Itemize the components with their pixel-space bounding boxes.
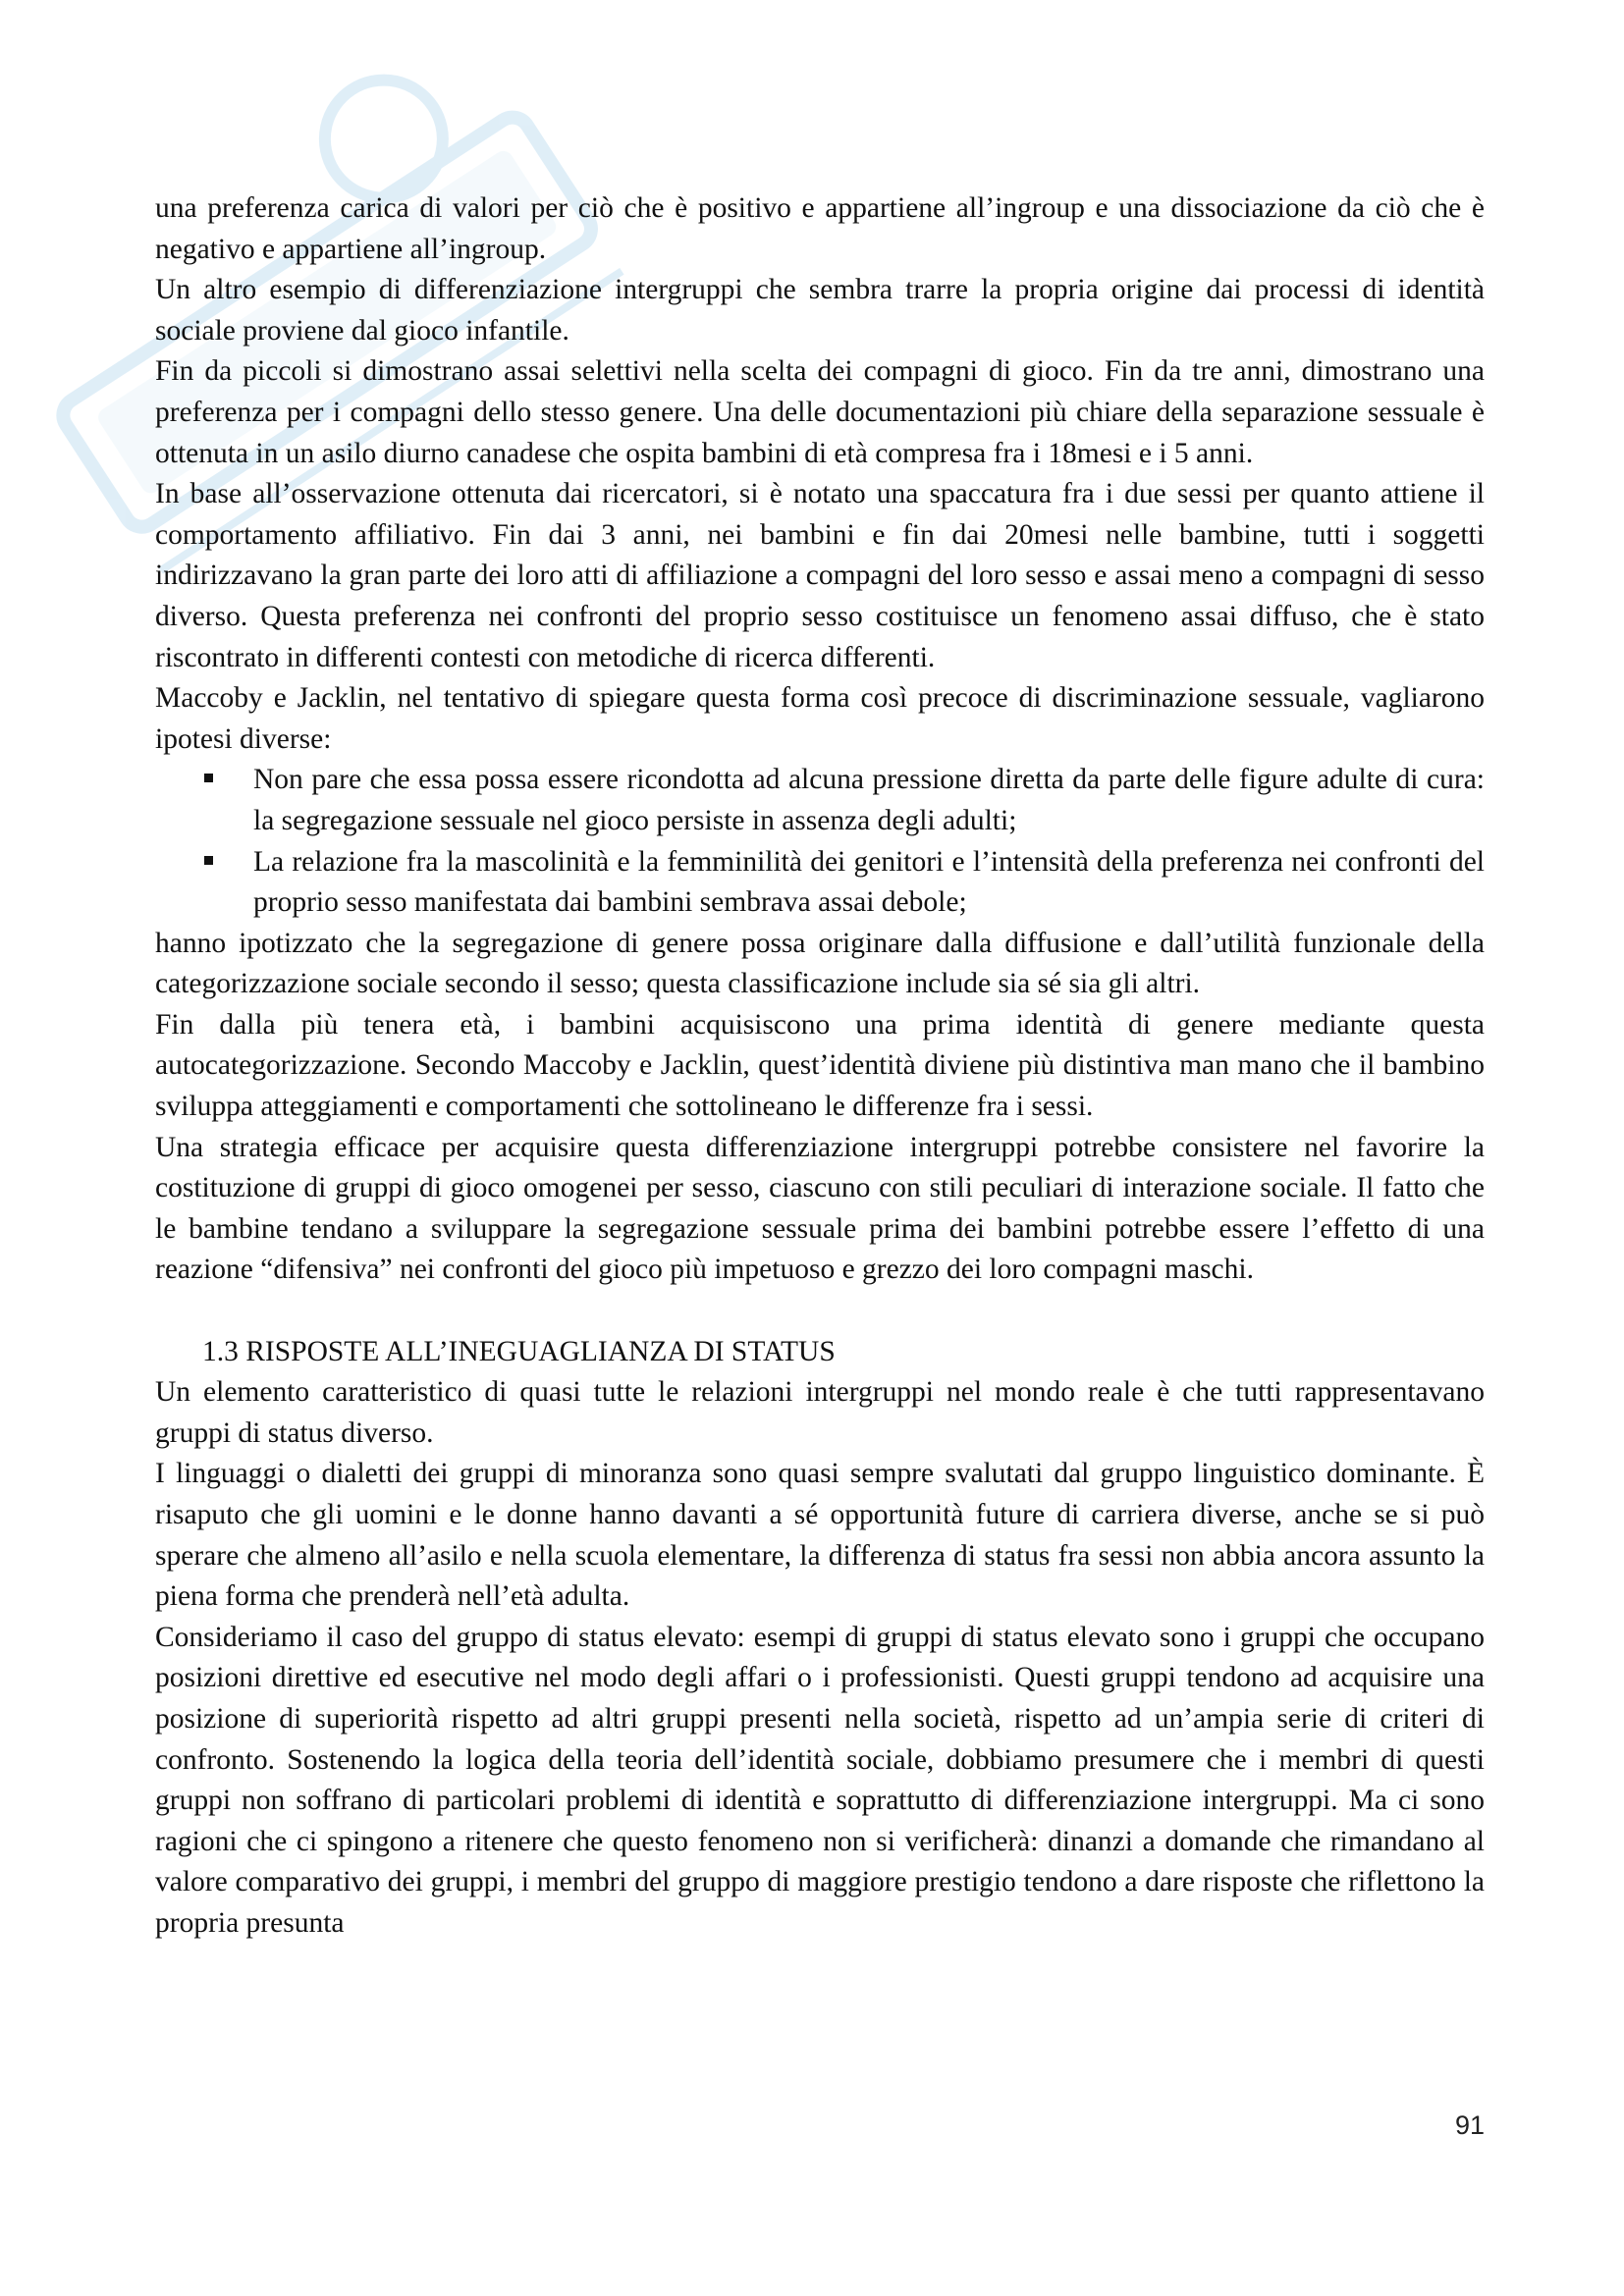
- list-item-text: Non pare che essa possa essere ricondotta ad alcuna pressione diretta da parte delle figure adulte di cura: la segregazione sessuale nel gioco persiste in assenza degli adulti;: [253, 764, 1485, 836]
- paragraph: Una strategia efficace per acquisire questa differenziazione intergruppi potrebbe consistere nel favorire la costituzione di gruppi di gioco omogenei per sesso, ciascuno con stili peculiari di interazione sociale. Il fatto che le bambine tendano a sviluppare la segregazione sessuale prima dei bambini potrebbe essere l’effetto di una reazione “difensiva” nei confronti del gioco più impetuoso e grezzo dei loro compagni maschi.: [155, 1131, 1485, 1286]
- list-item-text: La relazione fra la mascolinità e la femminilità dei genitori e l’intensità della preferenza nei confronti del proprio sesso manifestata dai bambini sembrava assai debole;: [253, 845, 1485, 919]
- hypotheses-list: [155, 760, 1485, 923]
- square-bullet-icon: [204, 774, 213, 782]
- list-item: [253, 842, 1485, 924]
- paragraph: Consideriamo il caso del gruppo di status elevato: esempi di gruppi di status elevato sono i gruppi che occupano posizioni direttive ed esecutive nel modo degli affari o i professionisti. Questi gruppi tendono ad acquisire una posizione di superiorità rispetto ad altri gruppi presenti nella società, rispetto ad un’ampia serie di criteri di confronto. Sostenendo la logica della teoria dell’identità sociale, dobbiamo presumere che i membri di questi gruppi non soffrano di particolari problemi di identità e soprattutto di differenziazione intergruppi. Ma ci sono ragioni che ci spingono a ritenere che questo fenomeno non si verificherà: dinanzi a domande che rimandano al valore comparativo dei gruppi, i membri del gruppo di maggiore prestigio tendono a dare risposte che riflettono la propria presunta: [155, 1621, 1485, 1939]
- middle-paragraphs: [155, 924, 1485, 1291]
- paragraph: Un elemento caratteristico di quasi tutte le relazioni intergruppi nel mondo reale è che tutti rappresentavano gruppi di status diverso.: [155, 1376, 1485, 1449]
- intro-paragraphs: [155, 188, 1485, 760]
- paragraph: hanno ipotizzato che la segregazione di genere possa originare dalla diffusione e dall’utilità funzionale della categorizzazione sociale secondo il sesso; questa classificazione include sia sé sia gli altri.: [155, 927, 1485, 1000]
- paragraph: I linguaggi o dialetti dei gruppi di minoranza sono quasi sempre svalutati dal gruppo linguistico dominante. È risaputo che gli uomini e le donne hanno davanti a sé opportunità future di carriera diverse, anche se si può sperare che almeno all’asilo e nella scuola elementare, la differenza di status fra sessi non abbia ancora assunto la piena forma che prenderà nell’età adulta.: [155, 1458, 1485, 1613]
- paragraph: una preferenza carica di valori per ciò che è positivo e appartiene all’ingroup e una dissociazione da ciò che è negativo e appartiene all’ingroup.: [155, 192, 1485, 265]
- section-heading: 1.3 RISPOSTE ALL’INEGUAGLIANZA DI STATUS: [202, 1335, 836, 1367]
- paragraph: Un altro esempio di differenziazione intergruppi che sembra trarre la propria origine dai processi di identità sociale proviene dal gioco infantile.: [155, 274, 1485, 347]
- section-paragraphs: [155, 1372, 1485, 1944]
- paragraph: Maccoby e Jacklin, nel tentativo di spiegare questa forma così precoce di discriminazione sessuale, vagliarono ipotesi diverse:: [155, 682, 1485, 755]
- paragraph: Fin dalla più tenera età, i bambini acquisiscono una prima identità di genere mediante questa autocategorizzazione. Secondo Maccoby e Jacklin, quest’identità diviene più distintiva man mano che il bambino sviluppa atteggiamenti e comportamenti che sottolineano le differenze fra i sessi.: [155, 1008, 1485, 1123]
- document-body: [155, 188, 1485, 1945]
- paragraph: Fin da piccoli si dimostrano assai selettivi nella scelta dei compagni di gioco. Fin da tre anni, dimostrano una preferenza per i compagni dello stesso genere. Una delle documentazioni più chiare della separazione sessuale è ottenuta in un asilo diurno canadese che ospita bambini di età compresa fra i 18mesi e i 5 anni.: [155, 355, 1485, 469]
- square-bullet-icon: [204, 856, 213, 865]
- list-item: [253, 760, 1485, 841]
- page-number: 91: [1454, 2110, 1485, 2140]
- paragraph: In base all’osservazione ottenuta dai ricercatori, si è notato una spaccatura fra i due sessi per quanto attiene il comportamento affiliativo. Fin dai 3 anni, nei bambini e fin dai 20mesi nelle bambine, tutti i soggetti indirizzavano la gran parte dei loro atti di affiliazione a compagni del loro sesso e assai meno a compagni di sesso diverso. Questa preferenza nei confronti del proprio sesso costituisce un fenomeno assai diffuso, che è stato riscontrato in differenti contesti con metodiche di ricerca differenti.: [155, 478, 1485, 673]
